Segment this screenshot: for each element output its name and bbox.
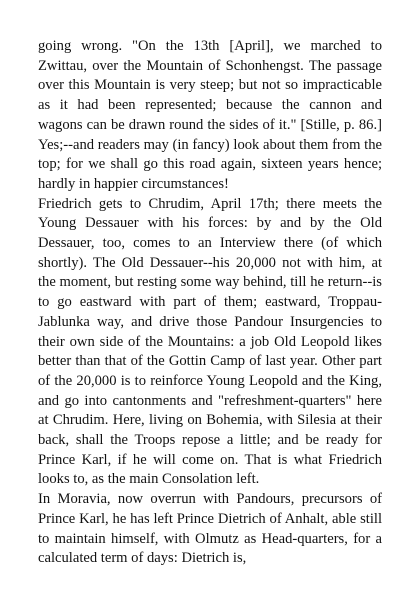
paragraph: Friedrich gets to Chrudim, April 17th; there meets the Young Dessauer with his forces: by and by the Old Dessauer, too, comes to an Interview there (of which shortly). The Old Dessauer--his 20,000 not with him, at the moment, but resting some way behind, till he return--is to go eastward with part of them; eastward, Troppau-Jablunka way, and drive those Pandour Insurgencies to their own side of the Mountains: a job Old Leopold likes better than that of the Gottin Camp of last year. Other part of the 20,000 is to reinforce Young Leopold and the King, and go into cantonments and "refreshment-quarters" here at Chrudim. Here, living on Bohemia, with Silesia at their back, shall the Troops repose a little; and be ready for Prince Karl, if he will come on. That is what Friedrich looks to, as the main Consolation left. bbox=[38, 195, 382, 488]
paragraph: going wrong. "On the 13th [April], we marched to Zwittau, over the Mountain of Schonhengst. The passage over this Mountain is very steep; but not so impracticable as it had been represented; because the cannon and wagons can be drawn round the sides of it." [Stille, p. 86.] Yes;--and readers may (in fancy) look about them from the top; for we shall go this road again, sixteen years hence; hardly in happier circumstances! bbox=[38, 38, 382, 192]
document-page bbox=[38, 37, 382, 569]
paragraph: In Moravia, now overrun with Pandours, precursors of Prince Karl, he has left Prince Dietrich of Anhalt, able still to maintain himself, with Olmutz as Head-quarters, for a calculated term of days: Dietrich is, bbox=[38, 491, 382, 567]
